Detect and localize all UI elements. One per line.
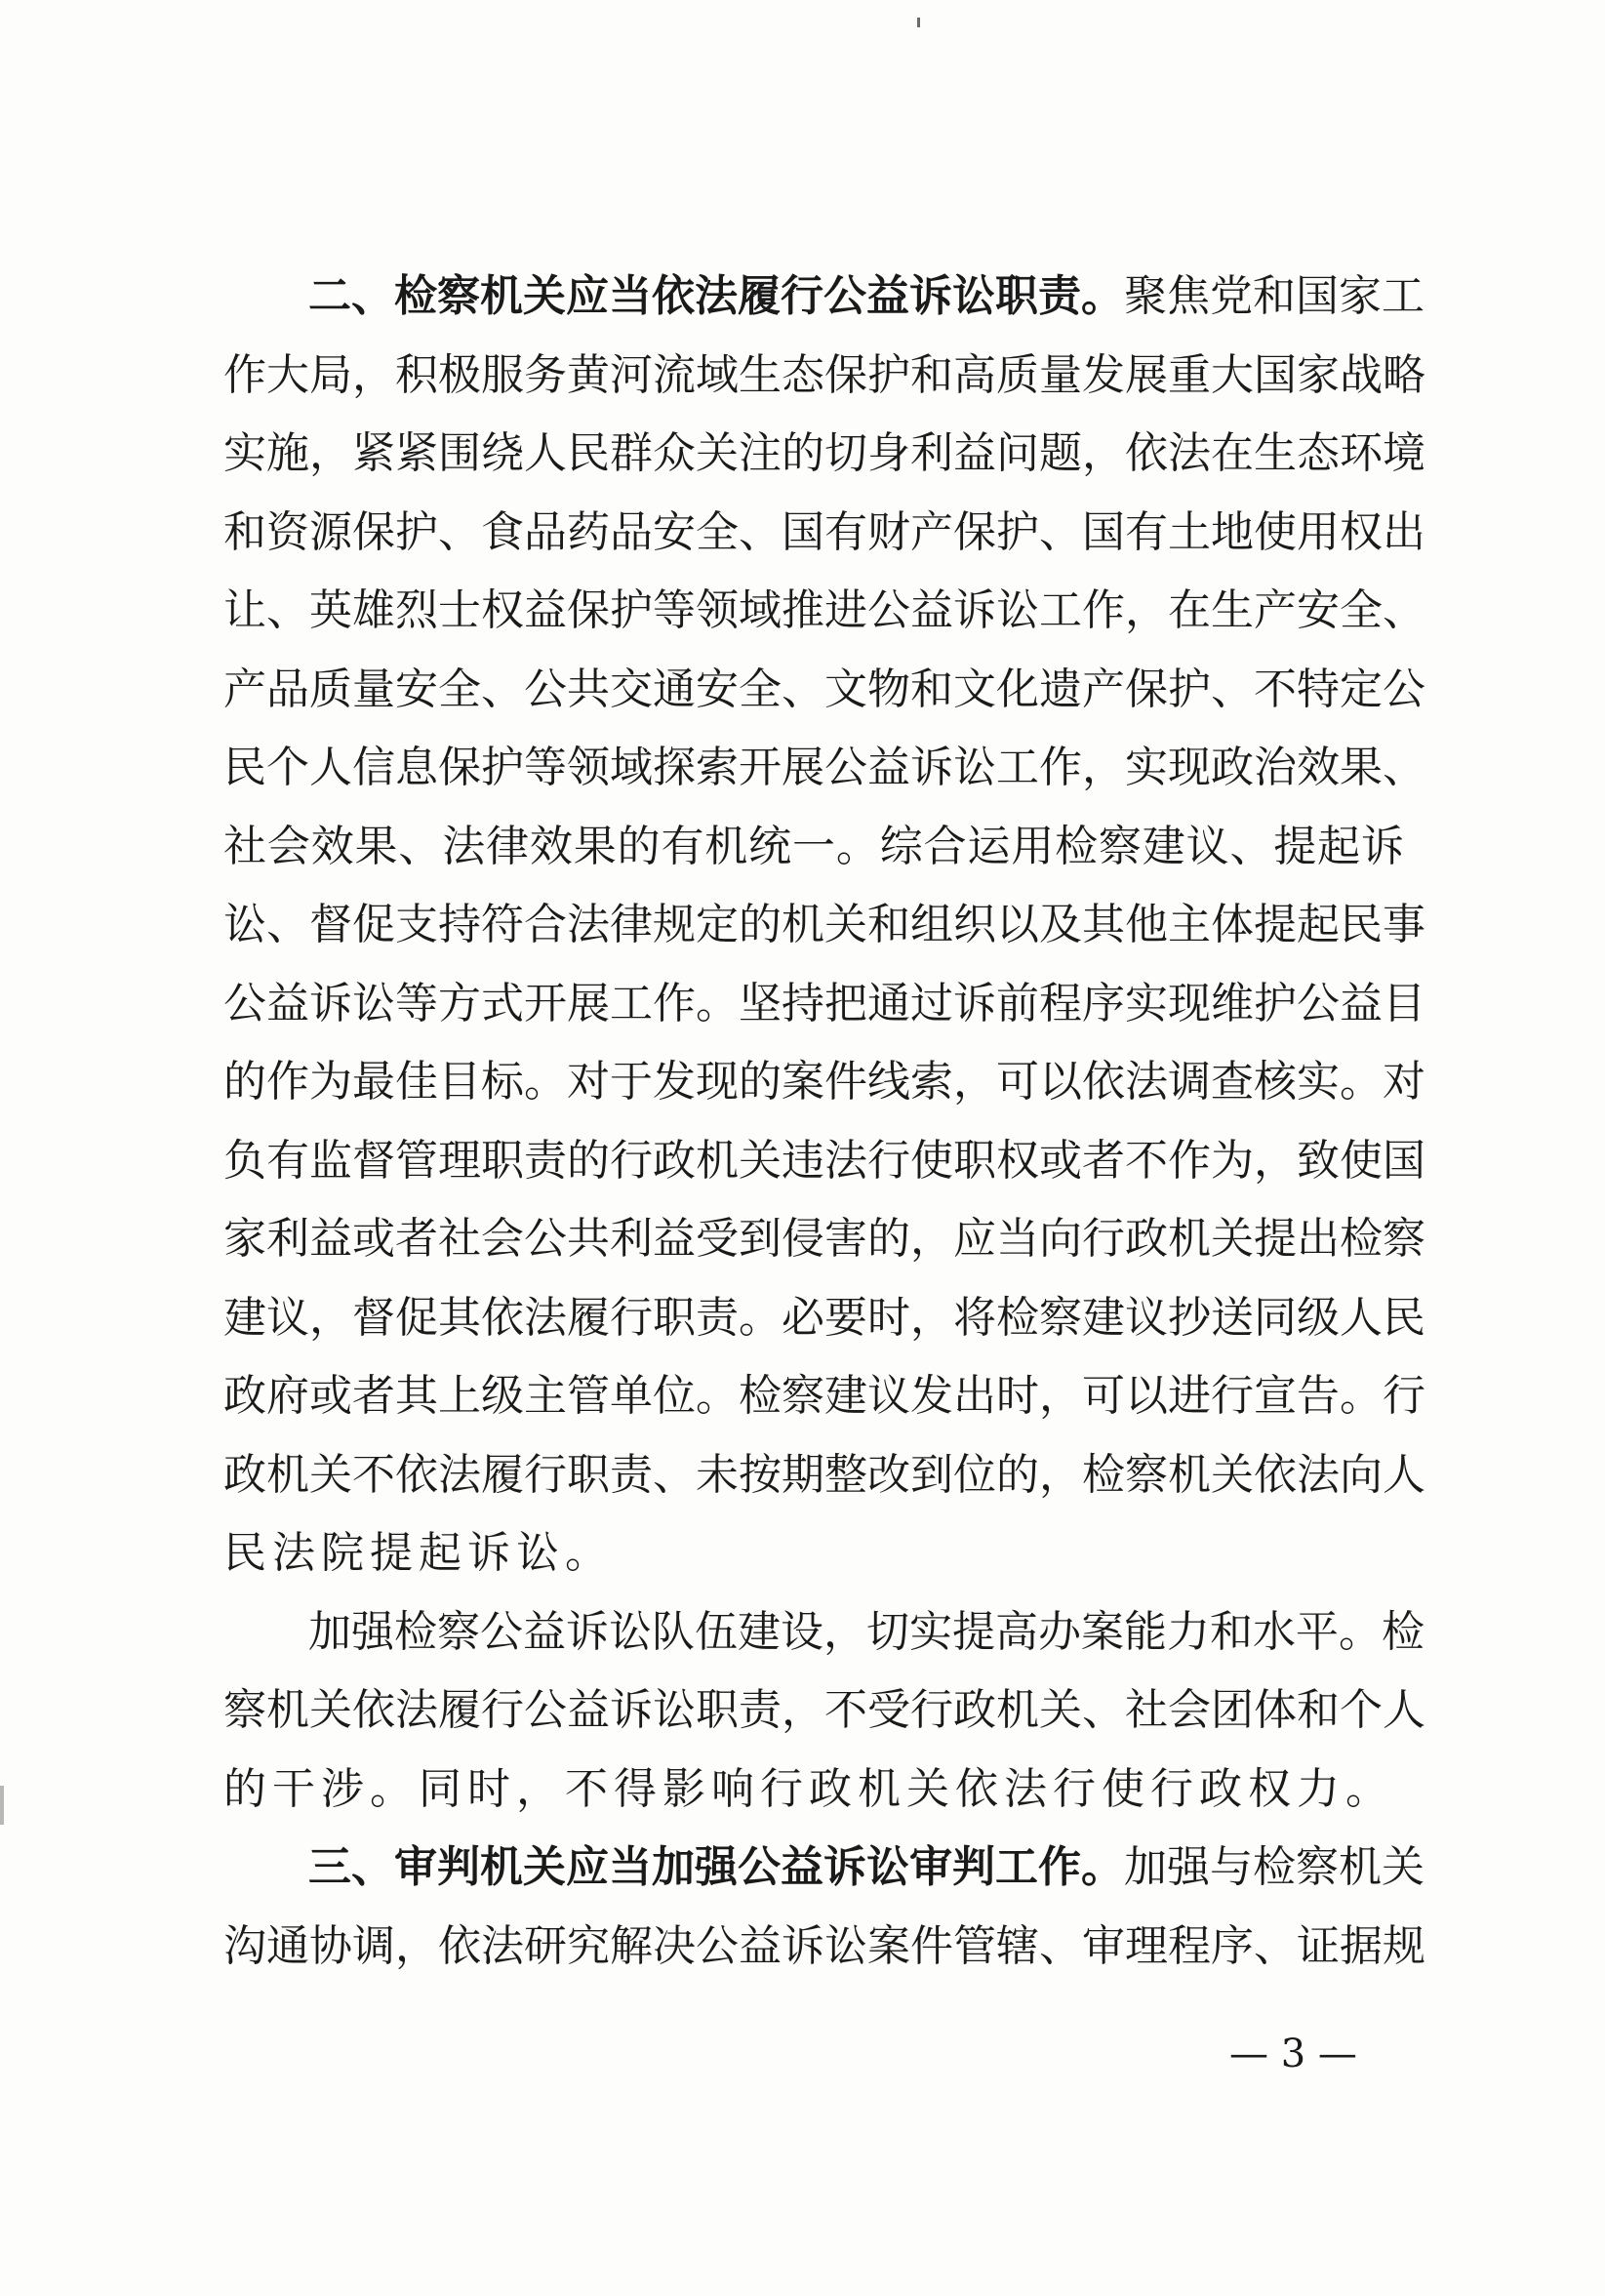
text-line <box>223 1908 1425 1986</box>
line-text: 察机关依法履行公益诉讼职责，不受行政机关、社会团体和个人 <box>223 1685 1425 1735</box>
text-line <box>223 965 1425 1043</box>
page-number: — 3 — <box>1229 2032 1357 2076</box>
section-heading: 二、检察机关应当依法履行公益诉讼职责。 <box>308 271 1124 321</box>
line-text: 沟通协调，依法研究解决公益诉讼案件管辖、审理程序、证据规 <box>223 1920 1425 1971</box>
text-line <box>223 1122 1425 1200</box>
text-line <box>223 651 1425 729</box>
line-text: 产品质量安全、公共交通安全、文物和文化遗产保护、不特定公 <box>223 664 1425 714</box>
text-line <box>223 572 1425 650</box>
line-text: 公益诉讼等方式开展工作。坚持把通过诉前程序实现维护公益目 <box>223 978 1425 1028</box>
text-line <box>223 729 1425 807</box>
text-line <box>223 1514 1404 1592</box>
text-line <box>308 258 1424 336</box>
line-text: 民个人信息保护等领域探索开展公益诉讼工作，实现政治效果、 <box>223 743 1425 792</box>
text-line <box>223 1279 1425 1357</box>
text-line <box>223 1043 1425 1121</box>
line-text: 让、英雄烈士权益保护等领域推进公益诉讼工作，在生产安全、 <box>223 585 1425 635</box>
line-text: 建议，督促其依法履行职责。必要时，将检察建议抄送同级人民 <box>223 1292 1425 1343</box>
text-line <box>223 1357 1425 1435</box>
line-text: 作大局，积极服务黄河流域生态保护和高质量发展重大国家战略 <box>223 349 1425 400</box>
text-line <box>223 1672 1425 1750</box>
text-line <box>223 886 1425 964</box>
scan-artifact <box>917 18 920 27</box>
text-line <box>308 1829 1424 1907</box>
text-line <box>223 415 1425 493</box>
line-text: 政机关不依法履行职责、未按期整改到位的，检察机关依法向人 <box>223 1449 1425 1500</box>
line-text: 负有监督管理职责的行政机关违法行使职权或者不作为，致使国 <box>223 1135 1425 1186</box>
text-line <box>223 494 1425 572</box>
line-text: 政府或者其上级主管单位。检察建议发出时，可以进行宣告。行 <box>223 1371 1425 1421</box>
text-line <box>223 1436 1425 1514</box>
line-text: 加强检察公益诉讼队伍建设，切实提高办案能力和水平。检 <box>308 1606 1424 1657</box>
line-text: 加强与检察机关 <box>1124 1842 1424 1892</box>
scan-edge-artifact <box>0 1786 4 1825</box>
line-text: 的作为最佳目标。对于发现的案件线索，可以依法调查核实。对 <box>223 1057 1425 1107</box>
line-text: 聚焦党和国家工 <box>1124 271 1424 321</box>
section-heading: 三、审判机关应当加强公益诉讼审判工作。 <box>308 1842 1124 1892</box>
text-line <box>223 337 1425 415</box>
line-text: 和资源保护、食品药品安全、国有财产保护、国有土地使用权出 <box>223 506 1425 557</box>
line-text: 民法院提起诉讼。 <box>223 1528 614 1578</box>
text-line <box>308 1593 1424 1672</box>
line-text: 社会效果、法律效果的有机统一。综合运用检察建议、提起诉 <box>223 821 1404 871</box>
text-line <box>223 808 1404 886</box>
line-text: 家利益或者社会公共利益受到侵害的，应当向行政机关提出检察 <box>223 1214 1425 1264</box>
text-line <box>223 1200 1425 1278</box>
line-text: 实施，紧紧围绕人民群众关注的切身利益问题，依法在生态环境 <box>223 428 1425 478</box>
line-text: 的干涉。同时，不得影响行政机关依法行使行政权力。 <box>223 1763 1394 1814</box>
line-text: 讼、督促支持符合法律规定的机关和组织以及其他主体提起民事 <box>223 900 1425 949</box>
text-line <box>223 1751 1404 1829</box>
